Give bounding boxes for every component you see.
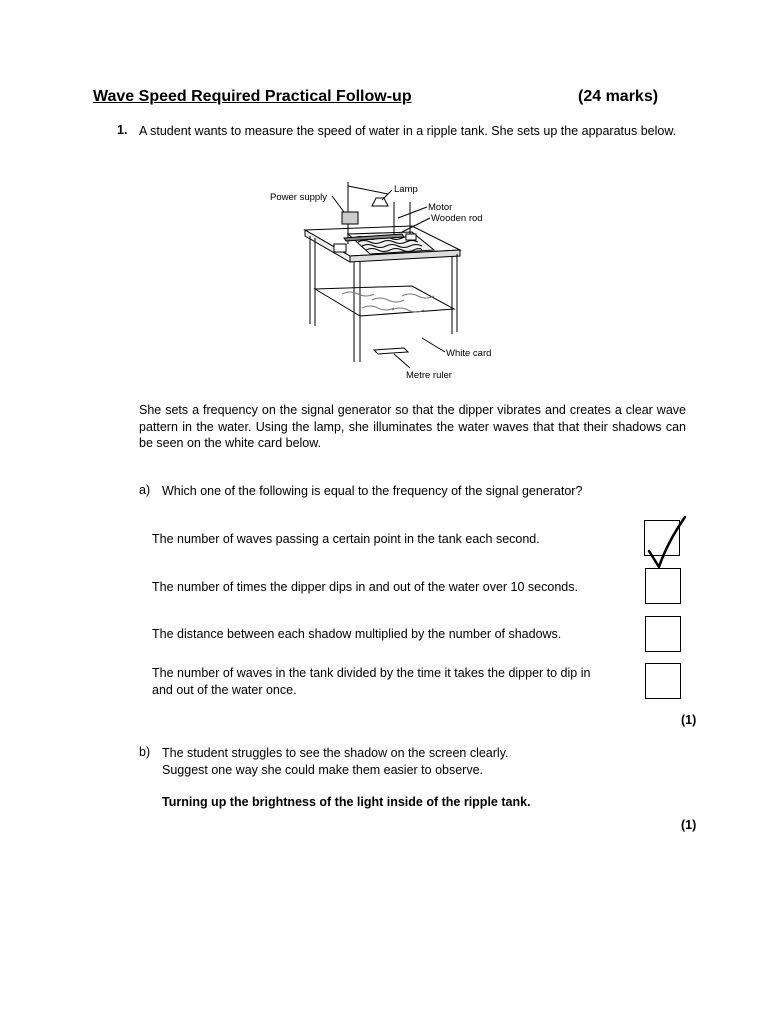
ripple-tank-diagram	[262, 174, 512, 384]
question-paragraph: She sets a frequency on the signal generator so that the dipper vibrates and creates a clear wave pattern in the water. Using the lamp, she illuminates the water waves that that their shadows can be seen on the white card below.	[139, 403, 686, 450]
question-number: 1.	[117, 123, 128, 137]
part-b-letter: b)	[139, 745, 151, 759]
part-b-question-line1: The student struggles to see the shadow on the screen clearly.	[162, 746, 509, 760]
page-title: Wave Speed Required Practical Follow-up	[93, 88, 412, 105]
total-marks: (24 marks)	[578, 88, 659, 105]
option-1-text: The number of waves passing a certain point in the tank each second.	[152, 532, 540, 546]
option-1-checkbox[interactable]	[644, 520, 680, 556]
tick-icon	[643, 513, 691, 563]
option-4-checkbox[interactable]	[645, 663, 681, 699]
part-b-answer: Turning up the brightness of the light inside of the ripple tank.	[162, 795, 531, 809]
part-a-question: Which one of the following is equal to the frequency of the signal generator?	[162, 484, 583, 498]
label-white-card: White card	[446, 348, 492, 359]
option-4-text: The number of waves in the tank divided by the time it takes the dipper to dip in and out of the water once.	[152, 666, 591, 697]
part-a-letter: a)	[139, 483, 151, 497]
option-2-checkbox[interactable]	[645, 568, 681, 604]
part-a-marks: (1)	[681, 713, 697, 727]
label-wooden-rod: Wooden rod	[431, 213, 483, 224]
label-metre-ruler: Metre ruler	[406, 370, 452, 381]
option-2-text: The number of times the dipper dips in and out of the water over 10 seconds.	[152, 580, 578, 594]
label-power-supply: Power supply	[270, 192, 328, 203]
part-b-question-line2: Suggest one way she could make them easier to observe.	[162, 763, 484, 777]
option-3-checkbox[interactable]	[645, 616, 681, 652]
option-3-text: The distance between each shadow multiplied by the number of shadows.	[152, 627, 562, 641]
question-intro: A student wants to measure the speed of water in a ripple tank. She sets up the apparatus below.	[139, 124, 677, 138]
part-b-marks: (1)	[681, 818, 697, 832]
label-lamp: Lamp	[394, 184, 418, 195]
label-motor: Motor	[428, 202, 453, 213]
